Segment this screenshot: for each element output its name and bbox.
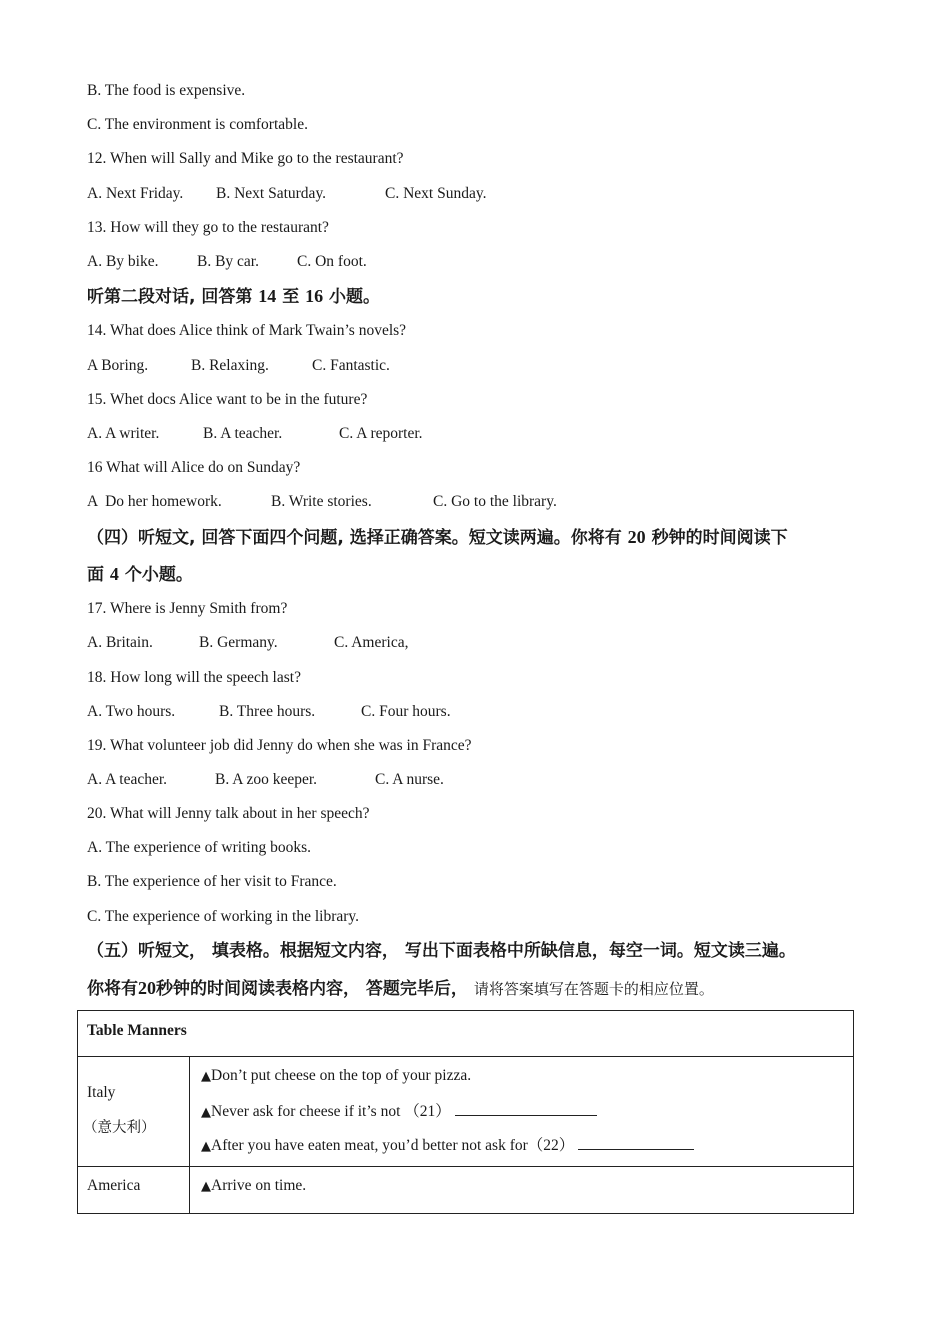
section-2-heading-part: 至: [276, 287, 306, 307]
section-5-heading-part: 秒钟的时间阅读表格内容， 答题完毕后，: [156, 979, 468, 999]
question-19: 19. What volunteer job did Jenny do when she was in France?: [87, 737, 472, 754]
table-row: [78, 1011, 854, 1057]
section-4-heading-line-1: [87, 526, 788, 549]
country-cell-america: America: [78, 1167, 190, 1214]
answer-blank-22[interactable]: [578, 1134, 694, 1150]
section-2-heading-part: 小题。: [323, 287, 381, 307]
triangle-bullet-icon: ▲: [201, 1179, 211, 1194]
table-manners-table: [77, 1010, 854, 1214]
q13-option-a: A. By bike.: [87, 253, 159, 270]
rule-text: Arrive on time.: [211, 1177, 307, 1194]
section-2-number-end: 16: [305, 286, 324, 306]
question-15: 15. Whet docs Alice want to be in the future?: [87, 391, 368, 408]
section-5-seconds: 20: [138, 978, 156, 998]
q13-option-b: B. By car.: [197, 253, 259, 270]
q17-option-b: B. Germany.: [199, 634, 278, 651]
section-4-seconds: 20: [627, 527, 646, 547]
q18-option-a: A. Two hours.: [87, 703, 176, 720]
rule-text: After you have eaten meat, you’d better not ask for（22）: [211, 1137, 575, 1154]
section-4-heading-part: 秒钟的时间阅读下: [645, 528, 788, 548]
q16-option-a: A Do her homework.: [87, 493, 222, 510]
section-5-heading-line-2: [87, 977, 714, 1000]
rule-italy-3: [201, 1134, 853, 1154]
q15-options: [87, 424, 423, 444]
country-label-italy: Italy: [87, 1084, 116, 1101]
q16-option-b: B. Write stories.: [271, 493, 372, 510]
q16-option-c: C. Go to the library.: [433, 493, 557, 510]
question-14: 14. What does Alice think of Mark Twain’s novels?: [87, 322, 407, 339]
q17-option-c: C. America,: [334, 634, 409, 651]
q15-option-b: B. A teacher.: [203, 425, 283, 442]
q16-options: [87, 492, 557, 512]
rules-cell-italy: [190, 1057, 854, 1167]
section-4-heading-part: （四）听短文, 回答下面四个问题, 选择正确答案。短文读两遍。你将有: [87, 528, 628, 548]
q19-options: [87, 770, 444, 790]
q18-options: [87, 702, 451, 722]
q19-option-a: A. A teacher.: [87, 771, 168, 788]
q15-option-c: C. A reporter.: [339, 425, 423, 442]
question-13: 13. How will they go to the restaurant?: [87, 219, 329, 236]
rule-italy-1: [201, 1066, 853, 1086]
question-17: 17. Where is Jenny Smith from?: [87, 600, 288, 617]
rule-text: Don’t put cheese on the top of your pizza.: [211, 1067, 472, 1084]
q19-option-c: C. A nurse.: [375, 771, 444, 788]
q12-options: [87, 184, 486, 204]
table-title: Table Manners: [78, 1011, 854, 1057]
q18-option-b: B. Three hours.: [219, 703, 316, 720]
q14-options: [87, 356, 390, 376]
rule-text: Never ask for cheese if it’s not （21）: [211, 1103, 451, 1120]
q20-option-b: B. The experience of her visit to France.: [87, 873, 337, 890]
q11-option-c: C. The environment is comfortable.: [87, 116, 308, 133]
q17-options: [87, 633, 408, 653]
q13-options: [87, 252, 367, 272]
table-row: [78, 1057, 854, 1167]
section-4-question-count: 4: [109, 564, 119, 584]
section-4-heading-line-2: [87, 563, 193, 586]
q19-option-b: B. A zoo keeper.: [215, 771, 318, 788]
q14-option-b: B. Relaxing.: [191, 357, 269, 374]
question-20: 20. What will Jenny talk about in her speech?: [87, 805, 370, 822]
question-12: 12. When will Sally and Mike go to the restaurant?: [87, 150, 404, 167]
table-row: [78, 1167, 854, 1214]
answer-blank-21[interactable]: [455, 1100, 597, 1116]
q17-option-a: A. Britain.: [87, 634, 153, 651]
question-16: 16 What will Alice do on Sunday?: [87, 459, 301, 476]
country-label-italy-cn: （意大利）: [83, 1120, 156, 1136]
question-18: 18. How long will the speech last?: [87, 669, 301, 686]
triangle-bullet-icon: ▲: [201, 1105, 211, 1120]
section-5-heading-line-1: （五）听短文， 填表格。根据短文内容， 写出下面表格中所缺信息，每空一词。短文读三遍。: [87, 941, 796, 961]
q20-option-a: A. The experience of writing books.: [87, 839, 311, 856]
section-5-heading-part: 你将有: [87, 979, 138, 999]
q20-option-c: C. The experience of working in the library.: [87, 908, 360, 925]
section-5-instruction: 请将答案填写在答题卡的相应位置。: [473, 980, 714, 998]
rules-cell-america: [190, 1167, 854, 1214]
section-2-number-start: 14: [258, 286, 277, 306]
q12-option-a: A. Next Friday.: [87, 185, 184, 202]
q13-option-c: C. On foot.: [297, 253, 367, 270]
q12-option-b: B. Next Saturday.: [216, 185, 327, 202]
q11-option-b: B. The food is expensive.: [87, 82, 246, 99]
triangle-bullet-icon: ▲: [201, 1069, 211, 1084]
q12-option-c: C. Next Sunday.: [385, 185, 487, 202]
country-cell-italy: [78, 1057, 190, 1167]
section-2-heading-part: , 回答第: [189, 287, 259, 307]
section-4-heading-part: 个小题。: [118, 565, 193, 585]
section-4-heading-part: 面: [87, 565, 110, 585]
q14-option-c: C. Fantastic.: [312, 357, 390, 374]
q14-option-a: A Boring.: [87, 357, 149, 374]
triangle-bullet-icon: ▲: [201, 1139, 211, 1154]
section-2-heading: [87, 285, 380, 308]
section-2-heading-part: 听第二段对话: [87, 287, 189, 307]
q15-option-a: A. A writer.: [87, 425, 160, 442]
rule-italy-2: [201, 1100, 853, 1120]
q18-option-c: C. Four hours.: [361, 703, 451, 720]
